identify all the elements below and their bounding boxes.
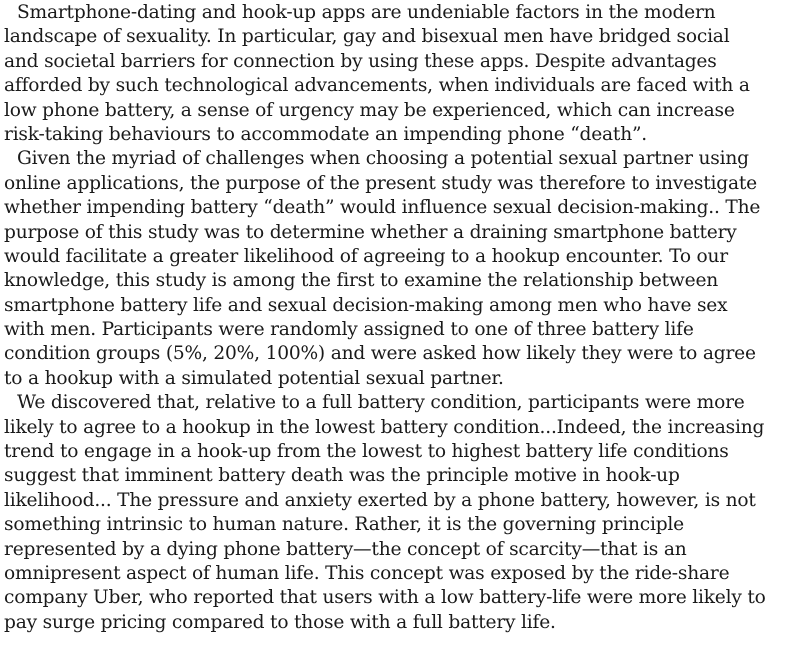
text-line: something intrinsic to human nature. Rather, it is the governing principle	[4, 514, 684, 536]
text-line: pay surge pricing compared to those with a full battery life.	[4, 611, 556, 633]
paragraph-2	[4, 147, 799, 391]
text-line: online applications, the purpose of the present study was therefore to investigate	[4, 172, 757, 194]
text-line: whether impending battery “death” would influence sexual decision-making.. The	[4, 197, 761, 219]
text-line: company Uber, who reported that users with a low battery-life were more likely to	[4, 587, 766, 609]
text-line: afforded by such technological advancements, when individuals are faced with a	[4, 75, 750, 97]
document-body	[4, 1, 799, 635]
text-line: with men. Participants were randomly assigned to one of three battery life	[4, 319, 694, 341]
text-line: and societal barriers for connection by using these apps. Despite advantages	[4, 50, 717, 72]
text-line: low phone battery, a sense of urgency may be experienced, which can increase	[4, 99, 735, 121]
text-line: smartphone battery life and sexual decision-making among men who have sex	[4, 294, 728, 316]
text-line: We discovered that, relative to a full battery condition, participants were more	[17, 392, 745, 414]
text-line: omnipresent aspect of human life. This concept was exposed by the ride-share	[4, 562, 730, 584]
text-line: suggest that imminent battery death was the principle motive in hook-up	[4, 465, 680, 487]
text-line: trend to engage in a hook-up from the lowest to highest battery life conditions	[4, 441, 729, 463]
paragraph-1	[4, 1, 799, 147]
text-line: Given the myriad of challenges when choosing a potential sexual partner using	[17, 148, 749, 170]
text-line: likelihood... The pressure and anxiety exerted by a phone battery, however, is not	[4, 489, 756, 511]
text-line: Smartphone-dating and hook-up apps are undeniable factors in the modern	[17, 2, 716, 23]
text-line: condition groups (5%, 20%, 100%) and were asked how likely they were to agree	[4, 343, 756, 365]
text-line: represented by a dying phone battery—the concept of scarcity—that is an	[4, 538, 687, 560]
text-line: would facilitate a greater likelihood of agreeing to a hookup encounter. To our	[4, 245, 728, 267]
paragraph-3	[4, 391, 799, 635]
text-line: risk-taking behaviours to accommodate an impending phone “death”.	[4, 123, 647, 145]
text-line: likely to agree to a hookup in the lowest battery condition...Indeed, the increasing	[4, 416, 765, 438]
text-line: knowledge, this study is among the first to examine the relationship between	[4, 270, 719, 292]
text-line: landscape of sexuality. In particular, gay and bisexual men have bridged social	[4, 26, 730, 48]
text-line: purpose of this study was to determine whether a draining smartphone battery	[4, 221, 737, 243]
text-line: to a hookup with a simulated potential sexual partner.	[4, 367, 504, 389]
